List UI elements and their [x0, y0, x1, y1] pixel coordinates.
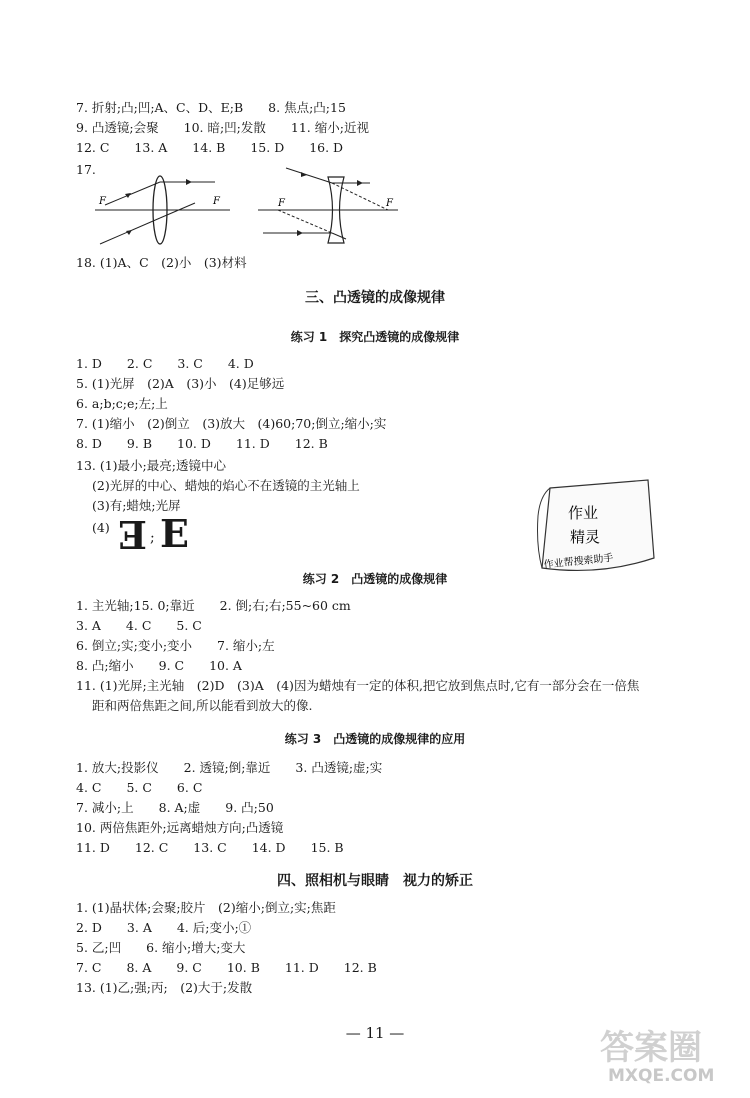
ch4-line-7: 7. C 8. A 9. C 10. B 11. D 12. B [76, 960, 377, 975]
ex1-line-6: 6. a;b;c;e;左;上 [76, 396, 168, 411]
e-separator: ; [150, 530, 155, 546]
focus-label-left: F [99, 196, 106, 207]
focus-label-right: F [386, 198, 393, 209]
watermark-top: 答案圈 [600, 1028, 702, 1068]
ex3-line-10: 10. 两倍焦距外;远离蜡烛方向;凸透镜 [76, 820, 284, 835]
ch4-line-1: 1. (1)晶状体;会聚;胶片 (2)缩小;倒立;实;焦距 [76, 900, 336, 915]
ex2-line-6: 6. 倒立;实;变小;变小 7. 缩小;左 [76, 638, 275, 653]
ex2-line-3: 3. A 4. C 5. C [76, 618, 202, 633]
answer-line-7: 7. 折射;凸;凹;A、C、D、E;B 8. 焦点;凸;15 [76, 100, 346, 115]
ex1-line-1: 1. D 2. C 3. C 4. D [76, 356, 254, 371]
inverted-e-image: E [118, 512, 147, 557]
concave-lens-diagram [258, 165, 398, 245]
ex1-line-8: 8. D 9. B 10. D 11. D 12. B [76, 436, 328, 451]
exercise-3-title: 练习 3 凸透镜的成像规律的应用 [284, 732, 466, 746]
ex1-line-13a: 13. (1)最小;最亮;透镜中心 [76, 458, 226, 473]
focus-label-right: F [213, 196, 220, 207]
ex3-line-7: 7. 减小;上 8. A;虚 9. 凸;50 [76, 800, 274, 815]
ex2-line-1: 1. 主光轴;15. 0;靠近 2. 倒;右;右;55~60 cm [76, 598, 351, 613]
ch4-line-13: 13. (1)乙;强;丙; (2)大于;发散 [76, 980, 253, 995]
ex1-line-5: 5. (1)光屏 (2)A (3)小 (4)足够远 [76, 376, 285, 391]
ex3-line-11: 11. D 12. C 13. C 14. D 15. B [76, 840, 344, 855]
ex2-line-11b: 距和两倍焦距之间,所以能看到放大的像. [92, 698, 313, 713]
ex2-line-11a: 11. (1)光屏;主光轴 (2)D (3)A (4)因为蜡烛有一定的体积,把它放到焦点时,它有一部分会在一倍焦 [76, 678, 640, 693]
focus-label-left: F [278, 198, 285, 209]
section-title-3: 三、凸透镜的成像规律 [305, 290, 445, 306]
answer-line-17: 17. [76, 162, 96, 177]
convex-lens-diagram [95, 170, 235, 250]
stamp-line1: 作业 [568, 504, 599, 522]
stamp-line3: 作业帮搜索助手 [543, 552, 614, 571]
watermark-logo [600, 1030, 714, 1086]
exercise-1-title: 练习 1 探究凸透镜的成像规律 [290, 330, 460, 344]
ex3-line-1: 1. 放大;投影仪 2. 透镜;倒;靠近 3. 凸透镜;虚;实 [76, 760, 383, 775]
watermark-bottom: MXQE.COM [608, 1066, 715, 1086]
exercise-2-title: 练习 2 凸透镜的成像规律 [302, 572, 448, 586]
ch4-line-5: 5. 乙;凹 6. 缩小;增大;变大 [76, 940, 246, 955]
ex1-line-13c: (3)有;蜡烛;光屏 [92, 498, 181, 513]
section-title-4: 四、照相机与眼睛 视力的矫正 [277, 873, 473, 889]
answer-line-9: 9. 凸透镜;会聚 10. 暗;凹;发散 11. 缩小;近视 [76, 120, 369, 135]
ex1-line-7: 7. (1)缩小 (2)倒立 (3)放大 (4)60;70;倒立;缩小;实 [76, 416, 387, 431]
ex1-line-13b: (2)光屏的中心、蜡烛的焰心不在透镜的主光轴上 [92, 478, 360, 493]
ex1-line-13d: (4) [92, 520, 110, 535]
ch4-line-2: 2. D 3. A 4. 后;变小;① [76, 920, 252, 935]
page-number: — 11 — [345, 1024, 405, 1042]
answer-line-18: 18. (1)A、C (2)小 (3)材料 [76, 255, 247, 270]
ex3-line-4: 4. C 5. C 6. C [76, 780, 203, 795]
answer-line-12: 12. C 13. A 14. B 15. D 16. D [76, 140, 344, 155]
stamp-line2: 精灵 [570, 528, 601, 546]
ex2-line-8: 8. 凸;缩小 9. C 10. A [76, 658, 242, 673]
upright-e-image: E [160, 511, 189, 556]
